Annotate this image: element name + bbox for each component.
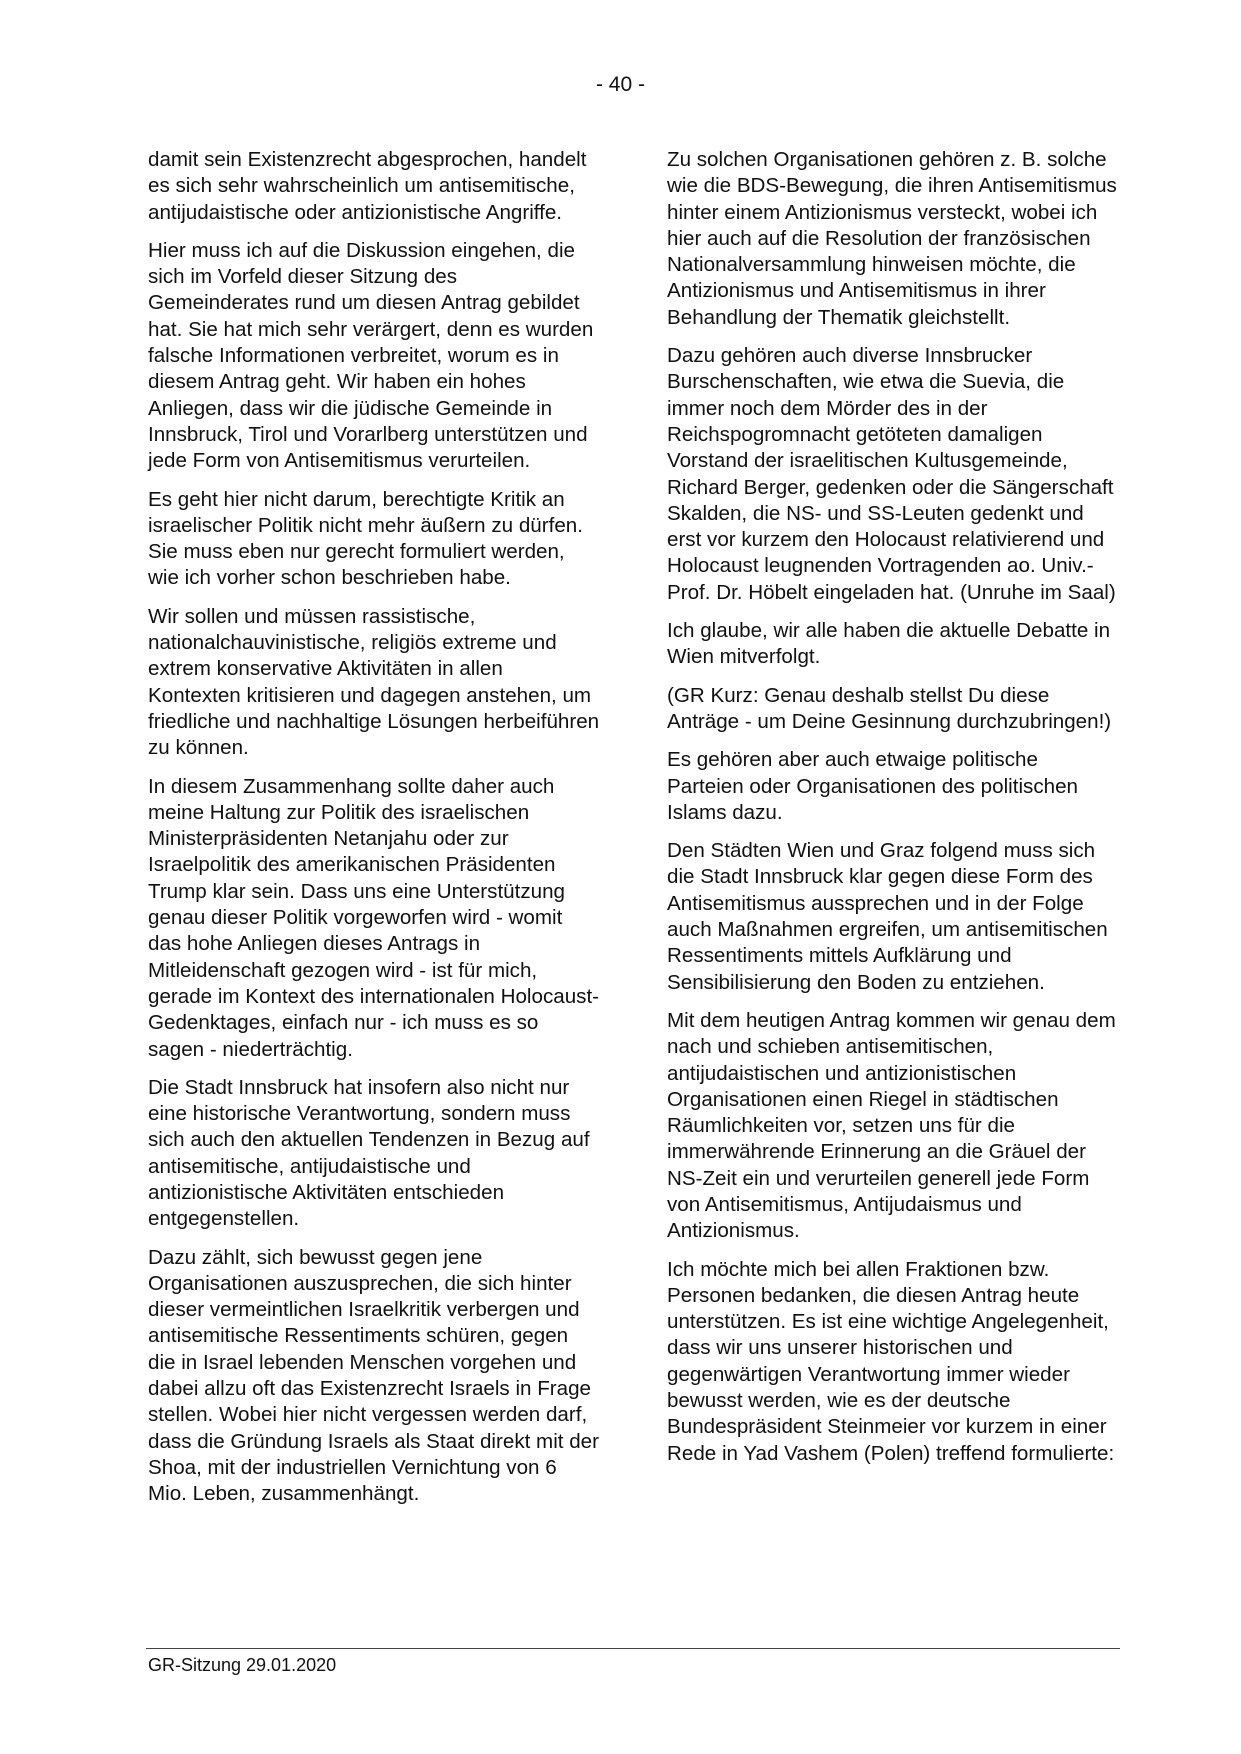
paragraph: Dazu zählt, sich bewusst gegen jene Organisationen auszusprechen, die sich hinter dieser vermeintlichen Israelkritik verbergen und antisemitische Ressentiments schüren, gegen die in Israel lebenden Menschen vorgehen und dabei allzu oft das Existenzrecht Israels in Frage stellen. Wobei hier nicht vergessen werden darf, dass die Gründung Israels als Staat direkt mit der Shoa, mit der industriellen Vernichtung von 6 Mio. Leben, zusammenhängt. (148, 1245, 599, 1506)
footer-text: GR-Sitzung 29.01.2020 (148, 1655, 337, 1675)
paragraph: (GR Kurz: Genau deshalb stellst Du diese Anträge - um Deine Gesinnung durchzubringen!) (667, 683, 1112, 733)
paragraph: Ich möchte mich bei allen Fraktionen bzw. Personen bedanken, die diesen Antrag heute unterstützen. Es ist eine wichtige Angelegenheit, dass wir uns unserer historischen und gegenwärtigen Verantwortung immer wieder bewusst werden, wie es der deutsche Bundespräsident Steinmeier vor kurzem in einer Rede in Yad Vashem (Polen) treffend formulierte: (667, 1257, 1115, 1465)
paragraph: Mit dem heutigen Antrag kommen wir genau dem nach und schieben antisemitischen, antijudaistischen und antizionistischen Organisationen einen Riegel in städtischen Räumlichkeiten vor, setzen uns für die immerwährende Erinnerung an die Gräuel der NS-Zeit ein und verurteilen generell jede Form von Antisemitismus, Antijudaismus und Antizionismus. (667, 1008, 1116, 1243)
footer-divider (146, 1648, 1120, 1649)
paragraph: damit sein Existenzrecht abgesprochen, handelt es sich sehr wahrscheinlich um antisemitische, antijudaistische oder antizionistische Angriffe. (148, 148, 587, 224)
right-column (667, 147, 1119, 1479)
paragraph: Dazu gehören auch diverse Innsbrucker Burschenschaften, wie etwa die Suevia, die immer noch dem Mörder des in der Reichspogromnacht getöteten damaligen Vorstand der israelitischen Kultusgemeinde, Richard Berger, gedenken oder die Sängerschaft Skalden, die NS- und SS-Leuten gedenkt und erst vor kurzem den Holocaust relativierend und Holocaust leugnenden Vortragenden ao. Univ.-Prof. Dr. Höbelt eingeladen hat. (Unruhe im Saal) (667, 344, 1116, 604)
paragraph: Es geht hier nicht darum, berechtigte Kritik an israelischer Politik nicht mehr äußern zu dürfen. Sie muss eben nur gerecht formuliert werden, wie ich vorher schon beschrieben habe. (148, 487, 583, 590)
page-number: - 40 - (595, 73, 645, 96)
paragraph: Es gehören aber auch etwaige politische Parteien oder Organisationen des politischen Islams dazu. (667, 748, 1078, 824)
paragraph: Die Stadt Innsbruck hat insofern also nicht nur eine historische Verantwortung, sondern muss sich auch den aktuellen Tendenzen in Bezug auf antisemitische, antijudaistische und antizionistische Aktivitäten entschieden entgegenstellen. (148, 1075, 590, 1231)
paragraph: In diesem Zusammenhang sollte daher auch meine Haltung zur Politik des israelischen Ministerpräsidenten Netanjahu oder zur Israelpolitik des amerikanischen Präsidenten Trump klar sein. Dass uns eine Unterstützung genau dieser Politik vorgeworfen wird - womit das hohe Anliegen dieses Antrags in Mitleidenschaft gezogen wird - ist für mich, gerade im Kontext des internationalen Holocaust-Gedenktages, einfach nur - ich muss es so sagen - niederträchtig. (148, 774, 600, 1061)
left-column (148, 147, 600, 1520)
paragraph: Wir sollen und müssen rassistische, nationalchauvinistische, religiös extreme und extrem konservative Aktivitäten in allen Kontexten kritisieren und dagegen anstehen, um friedliche und nachhaltige Lösungen herbeiführen zu können. (148, 604, 600, 760)
paragraph: Ich glaube, wir alle haben die aktuelle Debatte in Wien mitverfolgt. (667, 619, 1111, 669)
paragraph: Den Städten Wien und Graz folgend muss sich die Stadt Innsbruck klar gegen diese Form des Antisemitismus aussprechen und in der Folge auch Maßnahmen ergreifen, um antisemitischen Ressentiments mittels Aufklärung und Sensibilisierung den Boden zu entziehen. (667, 839, 1108, 994)
paragraph: Zu solchen Organisationen gehören z. B. solche wie die BDS-Bewegung, die ihren Antisemitismus hinter einem Antizionismus versteckt, wobei ich hier auch auf die Resolution der französischen Nationalversammlung hinweisen möchte, die Antizionismus und Antisemitismus in ihrer Behandlung der Thematik gleichstellt. (667, 148, 1117, 329)
paragraph: Hier muss ich auf die Diskussion eingehen, die sich im Vorfeld dieser Sitzung des Gemeinderates rund um diesen Antrag gebildet hat. Sie hat mich sehr verärgert, denn es wurden falsche Informationen verbreitet, worum es in diesem Antrag geht. Wir haben ein hohes Anliegen, dass wir die jüdische Gemeinde in Innsbruck, Tirol und Vorarlberg unterstützen und jede Form von Antisemitismus verurteilen. (148, 238, 594, 473)
